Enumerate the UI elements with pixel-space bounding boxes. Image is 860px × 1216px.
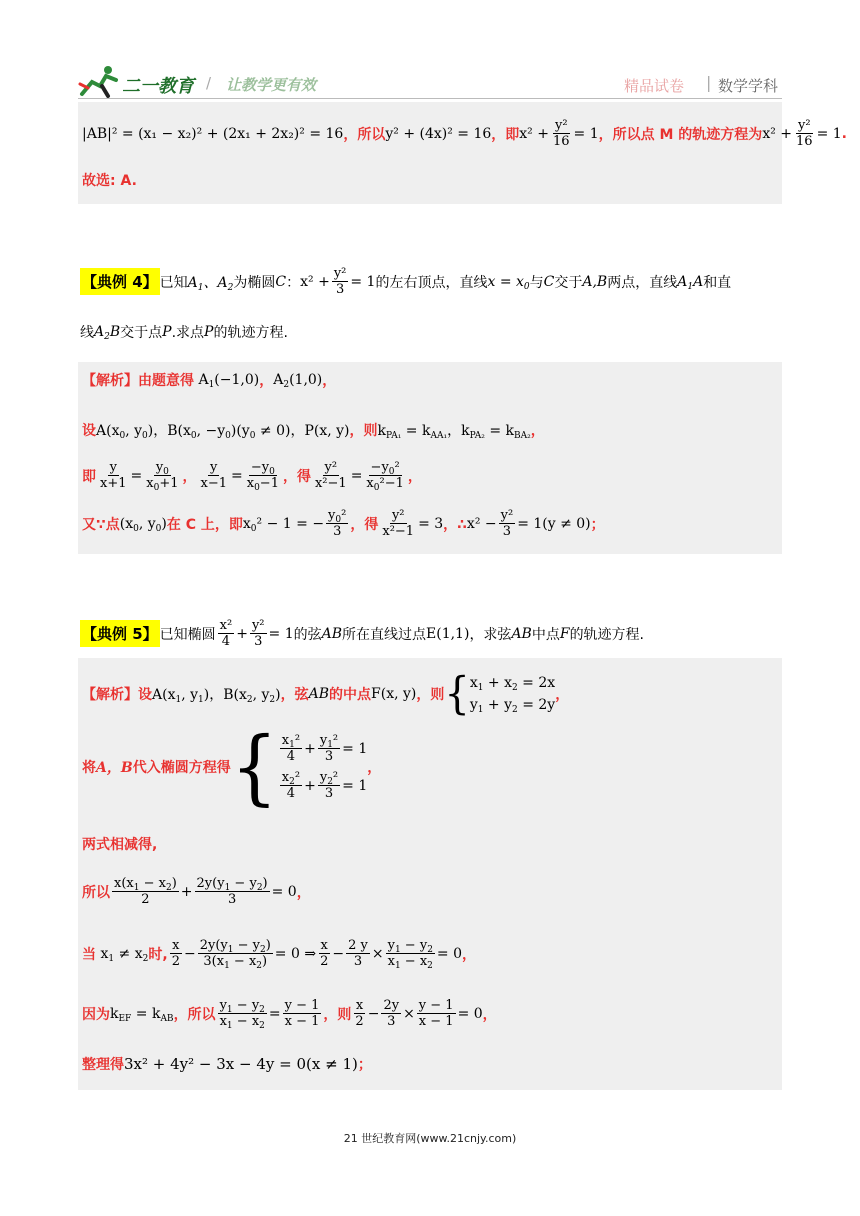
header [78,62,782,102]
header-category: 精品试卷 [624,77,685,95]
logo-text: 二一教育 [122,76,194,97]
header-subject: 数学学科 [718,77,779,95]
header-slash: / [206,74,212,92]
example5-question: 【典例 5】 已知椭圆 $\frac{\text{x²}}{4}$ + $\frac{\text{y²}}{3}$ = 1 的弦 AB 所在直线过点 E(1,1) ，求弦 AB 中点 F 的轨迹方程. [82,618,645,649]
answer-text: 故选: A. [82,173,137,189]
example4-tag: 【典例 4】 [80,268,160,295]
example5-solution-box: 【解析】 设 $A(x_1$, $y_1$)，$B(x_2$, $y_2$) ，弦 AB 的中点 F(x, y) ，则 { $x_1 + x_2 = 2x$ $y_1 + y_2 = 2y$ ， 将 A，B 代入椭圆方程得 { $\frac{x_1^2}{4}$ + $\frac{y_1^2}{3}$ = 1 $\frac{x_2^2}{4}$ + $\frac{y_2^2}{3}$ = 1 ， 两式相减得, 所以 $\frac{x(x_1 - x_2)}{2}$ + $\frac{2y(y_1 - y_2)}{3}$ = 0 ， 当 $x_1 \ne x_2$ 时, $\frac{x}{2}$ − $\frac{2y(y_1 - y_2)}{3(x_1 - x_2)}$ = 0 ⇒ $\frac{x}{2}$ − $\frac{2 y}{3}$ × $\frac{y_1 - y_2}{x_1 - x_2}$ = 0 ， 因为 $k_{EF} = k_{AB}$ ，所以 $\frac{y_1 - y_2}{x_1 - x_2}$ = $\frac{y - 1}{x - 1}$ ，则 $\frac{x}{2}$ − $\frac{2y}{3}$ × $\frac{y - 1}{x - 1}$ = 0 ， 整理得 3x² + 4y² − 3x − 4y = 0(x ≠ 1) ； [78,658,782,1090]
header-slogan: 让教学更有效 [226,76,317,94]
example4-solution-box: 【解析】 由题意得 $A_1(-1,0)$ ， $A_2(1,0)$ ， 设 $A(x_0$, $y_0$)，$B(x_0$, $-y_0)(y_0 \ne 0)$，P(x, y) ，则 $k_{PA_1} = k_{AA_1}$，$k_{PA_2} = k_{BA_2}$ ， 即 $\frac{y}{x+1}$ = $\frac{y_0}{x_0+1}$ ， $\frac{y}{x-1}$ = $\frac{-y_0}{x_0-1}$ ，得 $\frac{\text{y²}}{\text{x²−1}}$ = $\frac{-y_0^2}{x_0^2-1}$ ， 又∵点 ($x_0$, $y_0$) 在 C 上，即 $x_0^2 - 1$ = − $\frac{y_0^2}{3}$ ，得 $\frac{\text{y²}}{\text{x²−1}}$ = 3 ，∴ x² − $\frac{\text{y²}}{3}$ = 1(y ≠ 0) ； [78,362,782,554]
logo-icon [78,64,124,98]
solution-line-1: |AB|² = (x₁ − x₂)² + (2x₁ + 2x₂)² = 16 ，所以 y² + (4x)² = 16 ，即 x² + $\frac{\text{y²}}{16}$ = 1 ，所以点 M 的轨迹方程为 x² + $\frac{\text{y²}}{16}$ = 1 . [82,118,847,149]
math-ab-squared: |AB|² = (x₁ − x₂)² + (2x₁ + 2x₂)² = 16 [82,125,344,142]
example4-question-line1: 【典例 4】 已知 $A_1$、$A_2$ 为椭圆 C ： x² + $\frac{\text{y²}}{3}$ = 1 的左右顶点，直线 $x = x_0$ 与 C 交于 A,B 两点，直线 $A_1A$ 和直 [82,266,732,297]
solution-label: 【解析】 [82,687,138,703]
header-divider: | [706,73,712,92]
example5-tag: 【典例 5】 [80,620,160,647]
example4-question-line2: 线 $A_2B$ 交于点 P .求点 P 的轨迹方程. [80,324,288,342]
solution-label: 【解析】 [82,373,138,389]
footer-text: 21 世纪教育网(www.21cnjy.com) [343,1132,517,1145]
header-rule [78,98,782,99]
solution-box-continued [78,102,847,204]
